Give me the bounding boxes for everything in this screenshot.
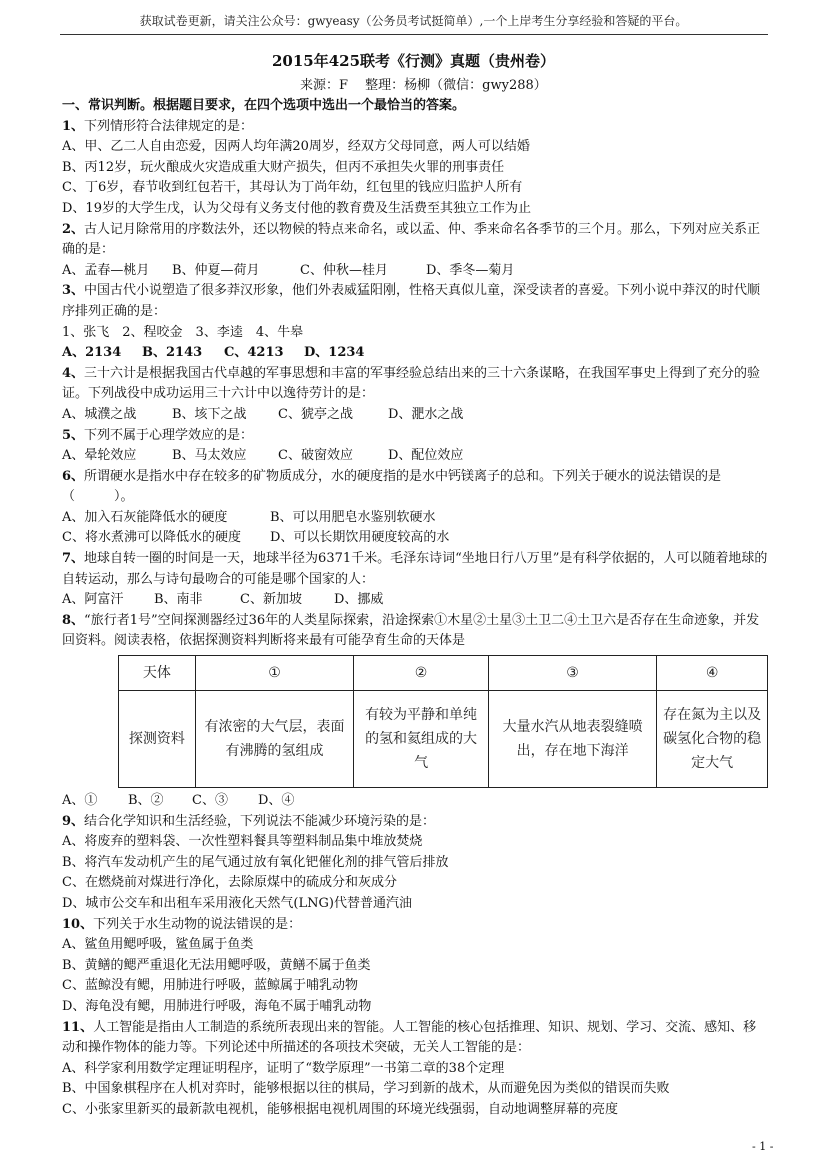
option: C、在燃烧前对煤进行净化，去除原煤中的硫成分和灰成分 — [62, 875, 397, 891]
option: A、阿富汗 — [62, 592, 124, 608]
option-row — [62, 446, 768, 467]
question-number: 9、 — [62, 813, 85, 829]
option-row — [62, 590, 768, 611]
option: C、新加坡 — [240, 592, 302, 608]
option: B、垓下之战 — [172, 406, 247, 422]
question-7-stem — [62, 549, 768, 590]
option: D、淝水之战 — [388, 406, 464, 422]
option: A、科学家利用数学定理证明程序，证明了“数学原理”一书第二章的38个定理 — [62, 1060, 505, 1076]
option: A、甲、乙二人自由恋爱，因两人均年满20周岁，经双方父母同意，两人可以结婚 — [62, 139, 530, 155]
question-9-stem — [62, 812, 768, 833]
option: B、② — [128, 793, 164, 809]
question-3-stem — [62, 281, 768, 322]
option: C、4213 — [224, 345, 284, 361]
page-title: 2015年425联考《行测》真题（贵州卷） — [271, 52, 556, 70]
table-row-label: 探测资料 — [119, 691, 196, 788]
question-text: 所谓硬水是指水中存在较多的矿物质成分，水的硬度指的是水中钙镁离子的总和。下列关于硬水的说法错误的是（ ）。 — [62, 468, 722, 505]
question-number: 6、 — [62, 468, 85, 484]
option: C、将水煮沸可以降低水的硬度 — [62, 530, 241, 546]
question-number: 4、 — [62, 365, 85, 381]
question-number: 7、 — [62, 551, 85, 567]
question-text: 下列情形符合法律规定的是： — [84, 118, 254, 134]
question-number: 2、 — [62, 221, 85, 237]
option: A、晕轮效应 — [62, 448, 137, 464]
option: D、④ — [258, 793, 295, 809]
question-number: 8、 — [62, 612, 85, 628]
table-header-cell: ③ — [488, 656, 656, 691]
question-number: 5、 — [62, 427, 85, 443]
option: A、孟春—桃月 — [62, 262, 150, 278]
question-6-stem — [62, 467, 768, 508]
content — [62, 96, 768, 1121]
question-text: 地球自转一圈的时间是一天，地球半径为6371千米。毛泽东诗词“坐地日行八万里”是有科学依据的，人可以随着地球的自转运动，那么与诗句最吻合的可能是哪个国家的人： — [62, 551, 768, 587]
option: D、可以长期饮用硬度较高的水 — [270, 530, 450, 546]
question-text: 结合化学知识和生活经验，下列说法不能减少环境污染的是： — [84, 813, 436, 829]
question-4-stem — [62, 364, 768, 405]
option: C、蓝鲸没有鳃，用肺进行呼吸，蓝鲸属于哺乳动物 — [62, 978, 358, 994]
option: B、可以用肥皂水鉴别软硬水 — [270, 509, 436, 525]
option: C、猇亭之战 — [278, 406, 353, 422]
question-number: 3、 — [62, 283, 85, 299]
option: C、仲秋—桂月 — [300, 262, 388, 278]
table-cell: 大量水汽从地表裂缝喷出，存在地下海洋 — [488, 691, 656, 788]
option: A、2134 — [62, 345, 122, 361]
option: D、海龟没有鳃，用肺进行呼吸，海龟不属于哺乳动物 — [62, 998, 372, 1014]
question-text: 中国古代小说塑造了很多莽汉形象，他们外表威猛阳刚，性格天真似儿童，深受读者的喜爱。下列小说中莽汉的时代顺序排列正确的是： — [62, 283, 761, 319]
question-2-stem — [62, 220, 768, 261]
option-row — [62, 528, 768, 549]
question-number: 11、 — [62, 1019, 94, 1035]
option: C、破窗效应 — [278, 448, 353, 464]
option: C、③ — [192, 793, 228, 809]
header-divider — [60, 34, 768, 35]
option: B、2143 — [142, 345, 203, 361]
question-text: 人工智能是指由人工制造的系统所表现出来的智能。人工智能的核心包括推理、知识、规划、学习、交流、感知、移动和操作物体的能力等。下列论述中所描述的各项技术突破，无关人工智能的是： — [62, 1019, 757, 1056]
question-text: 三十六计是根据我国古代卓越的军事思想和丰富的军事经验总结出来的三十六条谋略，在我国军事史上得到了充分的验证。下列战役中成功运用三十六计中以逸待劳计的是： — [62, 365, 761, 402]
option: C、丁6岁，春节收到红包若干，其母认为丁尚年幼，红包里的钱应归监护人所有 — [62, 180, 523, 196]
option: D、1234 — [304, 345, 365, 361]
option: A、将废弃的塑料袋、一次性塑料餐具等塑料制品集中堆放焚烧 — [62, 834, 423, 850]
option: A、加入石灰能降低水的硬度 — [62, 509, 228, 525]
table-header-cell: ① — [195, 656, 354, 691]
option-row — [62, 508, 768, 529]
page-number: - 1 - — [752, 1140, 774, 1153]
source-line: 来源：F 整理：杨柳（微信：gwy288） — [300, 78, 547, 93]
option: B、中国象棋程序在人机对弈时，能够根据以往的棋局，学习到新的战术，从而避免因为类似的错误而失败 — [62, 1081, 670, 1097]
option-row — [62, 261, 768, 282]
table-header-row — [119, 656, 768, 691]
option: B、马太效应 — [172, 448, 247, 464]
question-text: 下列不属于心理学效应的是： — [84, 427, 254, 443]
table-cell: 有较为平静和单纯的氢和氦组成的大气 — [354, 691, 489, 788]
option-row — [62, 791, 768, 812]
option: B、南非 — [154, 592, 203, 608]
question-text: “旅行者1号”空间探测器经过36年的人类星际探索，沿途探索①木星②土星③土卫二④土卫六是否存在生命迹象，并发回资料。阅读表格，依据探测资料判断将来最有可能孕育生命的天体是 — [62, 612, 760, 649]
option-row — [62, 405, 768, 426]
probe-data-table — [118, 655, 768, 788]
question-1-stem — [62, 117, 768, 138]
table-header-cell: ④ — [657, 656, 768, 691]
question-11-stem — [62, 1018, 768, 1059]
question-text: 下列关于水生动物的说法错误的是： — [93, 916, 302, 932]
option: B、将汽车发动机产生的尾气通过放有氧化钯催化剂的排气管后排放 — [62, 854, 449, 870]
table-header-cell: 天体 — [119, 656, 196, 691]
question-number: 10、 — [62, 916, 94, 932]
option: A、城濮之战 — [62, 406, 137, 422]
table-cell: 存在氮为主以及碳氢化合物的稳定大气 — [657, 691, 768, 788]
option: D、城市公交车和出租车采用液化天然气(LNG)代替普通汽油 — [62, 896, 412, 911]
name-list: 1、张飞 2、程咬金 3、李逵 4、牛皋 — [62, 324, 304, 340]
header-note: 获取试卷更新，请关注公众号：gwyeasy（公务员考试挺简单）,一个上岸考生分享经验和答疑的平台。 — [139, 14, 688, 28]
table-cell: 有浓密的大气层，表面有沸腾的氢组成 — [195, 691, 354, 788]
option: D、19岁的大学生戊，认为父母有义务支付他的教育费及生活费至其独立工作为止 — [62, 200, 531, 216]
question-number: 1、 — [62, 118, 85, 134]
option: B、黄鳝的鳃严重退化无法用鳃呼吸，黄鳝不属于鱼类 — [62, 957, 371, 973]
question-text: 古人记月除常用的序数法外，还以物候的特点来命名，或以孟、仲、季来命名各季节的三个月。那么，下列对应关系正确的是： — [62, 221, 761, 258]
table-header-cell: ② — [354, 656, 489, 691]
option-row — [62, 343, 768, 364]
section-heading: 一、常识判断。根据题目要求，在四个选项中选出一个最恰当的答案。 — [62, 98, 466, 113]
option: C、小张家里新买的最新款电视机，能够根据电视机周围的环境光线强弱，自动地调整屏幕的亮度 — [62, 1101, 618, 1117]
option: D、配位效应 — [388, 448, 464, 464]
option: A、鲨鱼用鳃呼吸，鲨鱼属于鱼类 — [62, 937, 254, 953]
option: D、挪威 — [334, 592, 384, 608]
question-10-stem — [62, 915, 768, 936]
question-8-stem — [62, 611, 768, 652]
option: D、季冬—菊月 — [426, 262, 515, 278]
option: A、① — [62, 793, 98, 809]
table-row — [119, 691, 768, 788]
option: B、仲夏—荷月 — [172, 262, 260, 278]
question-5-stem — [62, 426, 768, 447]
option: B、丙12岁，玩火酿成火灾造成重大财产损失，但丙不承担失火罪的刑事责任 — [62, 159, 505, 175]
